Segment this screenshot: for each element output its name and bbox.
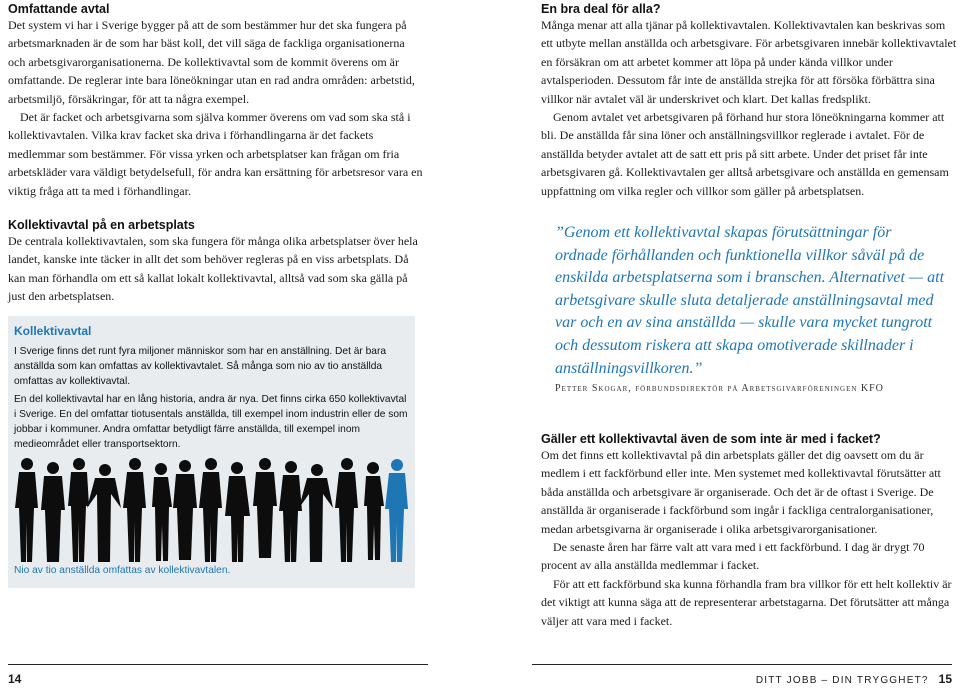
quote-attribution: Petter Skogar, förbundsdirektör på Arbetsgivarföreningen KFO (555, 383, 884, 394)
left-column (8, 2, 424, 306)
person-silhouette (385, 459, 408, 562)
info-box-title: Kollektivavtal (14, 324, 92, 338)
footer-rule-left (8, 664, 428, 665)
person-silhouette (173, 460, 197, 560)
paragraph: Om det finns ett kollektivavtal på din arbetsplats gäller det dig oavsett om du är medlem i ett fackförbund eller inte. Men systemet med kollektivavtal förutsätter att båda anställda och arbetsgivare är organiserade. Och det är de oftast i Sverige. De anställda är organiserade i fackförbund som ingår i fackliga centralorganisationer, medan arbetsgivarna är organiserade i olika arbetsgivarorganisationer. (541, 448, 941, 536)
person-silhouette (225, 462, 250, 562)
section-heading-omfattande-avtal: Omfattande avtal (8, 2, 110, 16)
footer-rule-right (532, 664, 952, 665)
paragraph: De senaste åren har färre valt att vara med i ett fackförbund. I dag är drygt 70 procent av alla anställda medlemmar i facket. (541, 540, 925, 573)
running-title: DITT JOBB – DIN TRYGGHET? (755, 675, 929, 686)
person-silhouette (364, 462, 384, 560)
person-silhouette (279, 461, 302, 562)
person-silhouette (199, 458, 222, 562)
section-heading-galler-kollektivavtal: Gäller ett kollektivavtal även de som inte är med i facket? (541, 432, 881, 446)
paragraph: Många menar att alla tjänar på kollektivavtalen. Kollektivavtalen kan beskrivas som ett utbyte mellan anställda och arbetsgivare. För arbetsgivaren innebär kollektivavtalet en försäkran om att arbetet kommer att löpa på under kända villkor under avtalsperioden. Dessutom får inte de anställda strejka för att försöka förbättra sina villkor när avtalet väl är underskrivet och klart. Det kallas fredsplikt. (541, 18, 957, 106)
paragraph: Det är facket och arbetsgivarna som själva kommer överens om vad som ska stå i kollektivavtalen. Vilka krav facket ska driva i förhandlingarna är det fackets medlemmar som bestämmer. För vissa yrken och arbetsplatser kan frågan om fria arbetskläder vara väldigt betydelsefull, för andra kan ersättning för arbetsresor vara en viktig fråga att ta med i förhandlingar. (8, 110, 423, 198)
person-silhouette (152, 463, 172, 561)
info-box-paragraph: I Sverige finns det runt fyra miljoner människor som har en anställning. Det är bara anställda som kan omfattas av kollektivavtalet. Så många som nio av tio anställda omfattas av kollektivavtal. (14, 346, 387, 387)
people-silhouettes-illustration (12, 456, 412, 562)
person-silhouette (123, 458, 146, 562)
person-silhouette (15, 458, 38, 562)
person-silhouette (41, 462, 65, 562)
person-silhouette (299, 464, 333, 562)
figure-caption: Nio av tio anställda omfattas av kollektivavtalen. (14, 565, 231, 576)
person-silhouette (68, 458, 89, 562)
paragraph: De centrala kollektivavtalen, som ska fungera för många olika arbetsplatser över hela landet, kanske inte täcker in allt det som behöver regleras på en viss arbetsplats. Då kan man förhandla om ett så kallat lokalt kollektivavtal, alltså vad som ska gälla på just den arbetsplatsen. (8, 234, 418, 304)
paragraph: För att ett fackförbund ska kunna förhandla fram bra villkor för ett helt kollektiv är det viktigt att kunna säga att de representerar arbetstagarna. Det förutsätter att många väljer att vara med i facket. (541, 576, 952, 628)
paragraph: Det system vi har i Sverige bygger på att de som bestämmer hur det ska fungera på arbetsmarknaden är de som har bäst koll, det vill säga de fackliga organisationerna och arbetsgivarorganisationerna. De kollektivavtal som de kommit överens om är omfattande. De reglerar inte bara löneökningar utan en rad andra områden: arbetstid, arbetsmiljö, försäkringar, för att ta några exempel. (8, 18, 415, 106)
right-column (541, 2, 959, 200)
section-heading-en-bra-deal: En bra deal för alla? (541, 2, 661, 16)
section-heading-kollektivavtal-pa-arbetsplats: Kollektivavtal på en arbetsplats (8, 218, 195, 233)
page-number-left: 14 (8, 672, 22, 686)
person-silhouette (253, 458, 277, 558)
running-footer-right (756, 672, 952, 686)
person-silhouette (335, 458, 358, 562)
info-box-paragraph: En del kollektivavtal har en lång historia, andra är nya. Det finns cirka 650 kollektivavtal i Sverige. En del omfattar tiotusentals anställda, till exempel inom industrin eller de som jobbar i kommuner. Andra omfattar betydligt färre anställda, till exempel inom medieområdet eller transportsektorn. (14, 394, 408, 450)
pull-quote: ”Genom ett kollektivavtal skapas förutsättningar för ordnade förhållanden och funktionella villkor såväl på de enskilda arbetsplatserna som i branschen. Alternativet — att arbetsgivare skulle sluta detaljerade anställningsavtal med var och en av sina anställda — skulle vara mycket tungrott och dessutom riskera att skapa omotiverade skillnader i anställningsvillkoren.” (555, 224, 945, 377)
page-number-right: 15 (938, 672, 952, 686)
paragraph: Genom avtalet vet arbetsgivaren på förhand hur stora löneökningarna kommer att bli. De anställda får sina löner och anställningsvillkor reglerade i avtalet. För de anställda betyder avtalet att de satt ett pris på sitt arbete. Under det priset får inte arbetsgivaren gå. Kollektivavtalen ger alltså arbetsgivare och anställda en gemensam uppfattning om vilka regler och villkor som gäller på arbetsplatsen. (541, 110, 949, 198)
right-column-lower (541, 432, 959, 630)
person-silhouette (87, 464, 121, 562)
